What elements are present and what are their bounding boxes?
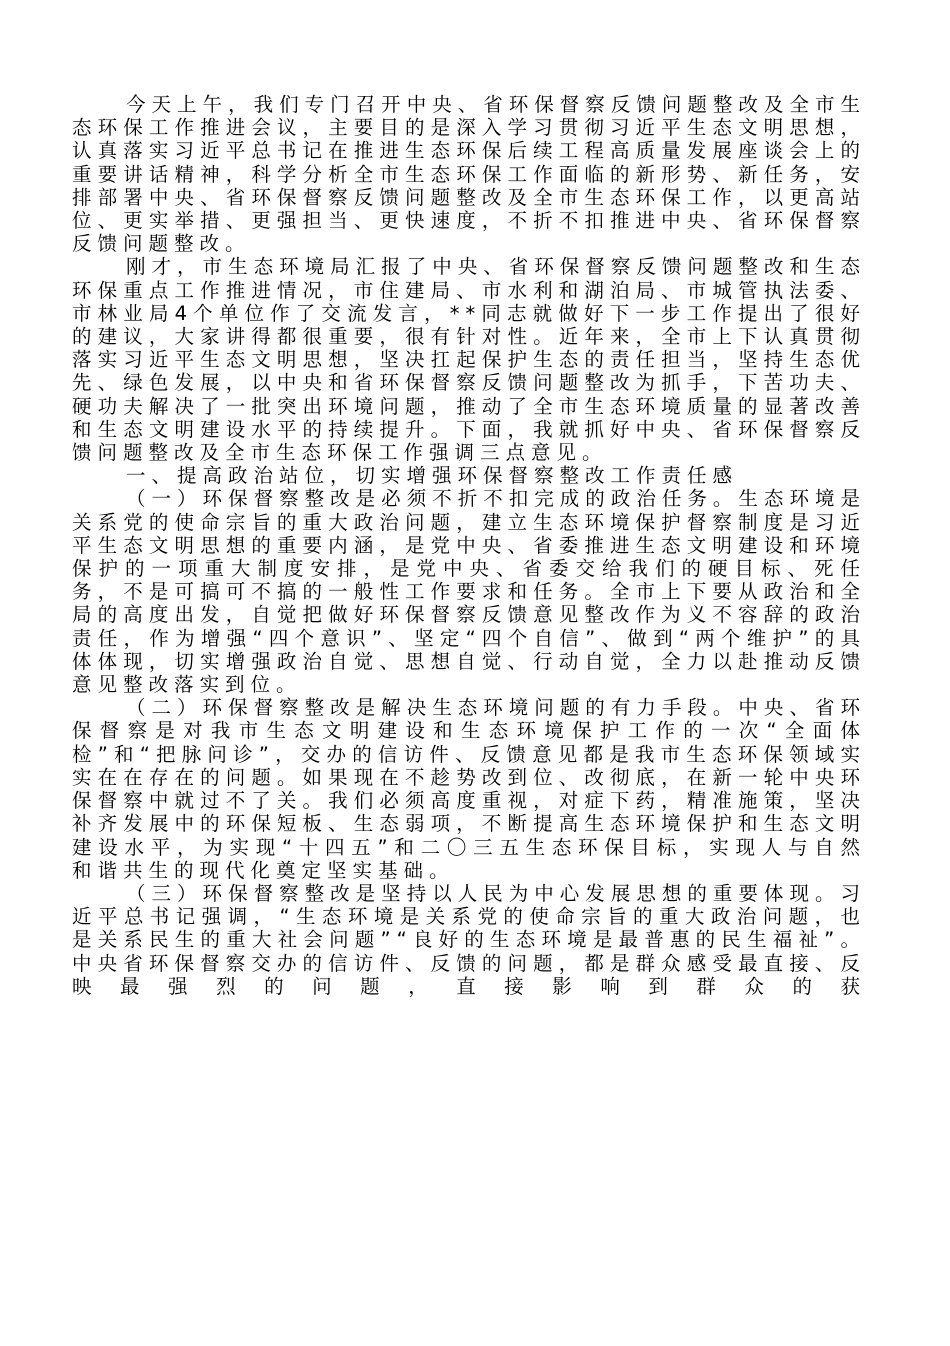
paragraph-intro: 今天上午，我们专门召开中央、省环保督察反馈问题整改及全市生态环保工作推进会议，主要目的是深入学习贯彻习近平生态文明思想，认真落实习近平总书记在推进生态环保后续工程高质量发展座谈会上的重要讲话精神，科学分析全市生态环保工作面临的新形势、新任务，安排部署中央、省环保督察反馈问题整改及全市生态环保工作，以更高站位、更实举措、更强担当、更快速度，不折不扣推进中央、省环保督察反馈问题整改。 <box>72 93 866 256</box>
section-heading-1: 一、提高政治站位，切实增强环保督察整改工作责任感 <box>126 464 739 488</box>
document-page <box>72 93 866 998</box>
paragraph-point-2: （二）环保督察整改是解决生态环境问题的有力手段。中央、省环保督察是对我市生态文明建设和生态环境保护工作的一次“全面体检”和“把脉问诊”，交办的信访件、反馈意见都是我市生态环保领域实实在在存在的问题。如果现在不趁势改到位、改彻底，在新一轮中央环保督察中就过不了关。我们必须高度重视，对症下药，精准施策，坚决补齐发展中的环保短板、生态弱项，不断提高生态环境保护和生态文明建设水平，为实现“十四五”和二〇三五生态环保目标，实现人与自然和谐共生的现代化奠定坚实基础。 <box>72 696 866 882</box>
paragraph-point-3: （三）环保督察整改是坚持以人民为中心发展思想的重要体现。习近平总书记强调，“生态环境是关系党的使命宗旨的重大政治问题，也是关系民生的重大社会问题”“良好的生态环境是最普惠的民生福祉”。中央省环保督察交办的信访件、反馈的问题，都是群众感受最直接、反映最强烈的问题，直接影响到群众的获 <box>72 881 866 998</box>
paragraph-point-1: （一）环保督察整改是必须不折不扣完成的政治任务。生态环境是关系党的使命宗旨的重大政治问题，建立生态环境保护督察制度是习近平生态文明思想的重要内涵，是党中央、省委推进生态文明建设和环境保护的一项重大制度安排，是党中央、省委交给我们的硬目标、死任务，不是可搞可不搞的一般性工作要求和任务。全市上下要从政治和全局的高度出发，自觉把做好环保督察反馈意见整改作为义不容辞的政治责任，作为增强“四个意识”、坚定“四个自信”、做到“两个维护”的具体体现，切实增强政治自觉、思想自觉、行动自觉，全力以赴推动反馈意见整改落实到位。 <box>72 487 866 697</box>
paragraph-review: 刚才，市生态环境局汇报了中央、省环保督察反馈问题整改和生态环保重点工作推进情况，市住建局、市水利和湖泊局、市城管执法委、市林业局4个单位作了交流发言，**同志就做好下一步工作提出了很好的建议，大家讲得都很重要，很有针对性。近年来，全市上下认真贯彻落实习近平生态文明思想，坚决扛起保护生态的责任担当，坚持生态优先、绿色发展，以中央和省环保督察反馈问题整改为抓手，下苦功夫、硬功夫解决了一批突出环境问题，推动了全市生态环境质量的显著改善和生态文明建设水平的持续提升。下面，我就抓好中央、省环保督察反馈问题整改及全市生态环保工作强调三点意见。 <box>72 255 866 465</box>
